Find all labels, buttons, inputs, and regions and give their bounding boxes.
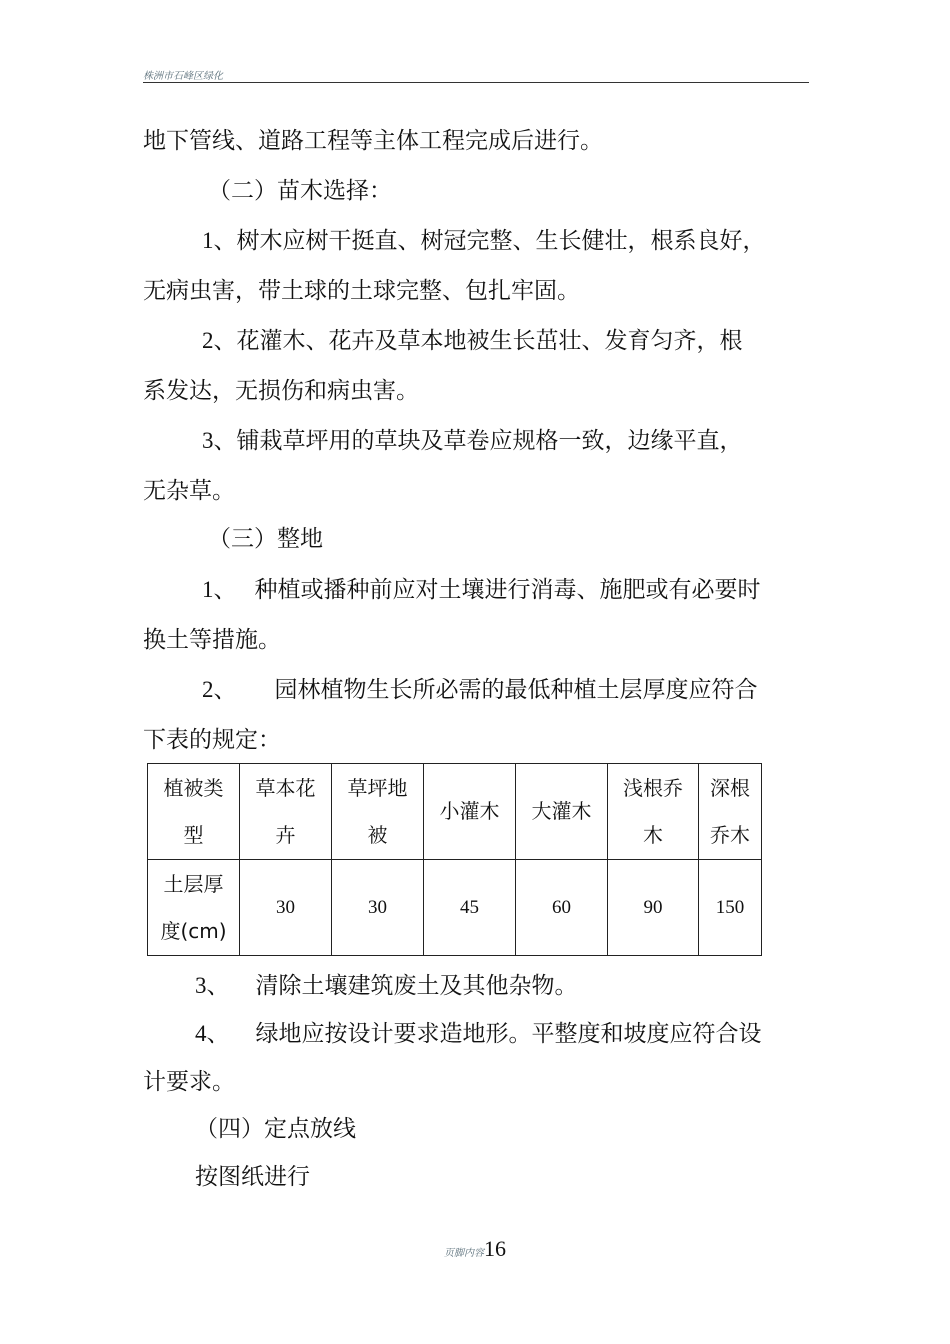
list-number: 1、	[202, 228, 237, 253]
list-item-shrub-quality-cont: 系发达，无损伤和病虫害。	[143, 378, 419, 404]
table-header-cell: 植被类 型	[148, 764, 240, 860]
table-cell: 30	[332, 860, 424, 956]
list-text: 铺栽草坪用的草块及草卷应规格一致，边缘平直，	[236, 428, 743, 454]
table-row-label: 土层厚 度(cm)	[148, 860, 240, 956]
list-number: 1、	[202, 577, 237, 602]
list-item-tree-quality	[202, 226, 766, 256]
table-cell: 150	[699, 860, 762, 956]
table-cell: 45	[424, 860, 516, 956]
header-divider	[143, 82, 809, 83]
table-header-cell: 深根 乔木	[699, 764, 762, 860]
list-item-turf-quality-cont: 无杂草。	[143, 478, 235, 504]
list-text: 花灌木、花卉及草本地被生长茁壮、发育匀齐，根	[236, 328, 743, 354]
section-heading-staking-out: （四）定点放线	[195, 1116, 356, 1142]
list-item-terrain-cont: 计要求。	[143, 1069, 235, 1095]
list-number: 3、	[195, 973, 230, 998]
list-number: 3、	[202, 428, 237, 453]
section-heading-land-preparation: （三）整地	[208, 526, 323, 552]
list-item-turf-quality	[202, 426, 743, 456]
table-header-cell: 草本花 卉	[240, 764, 332, 860]
list-item-tree-quality-cont: 无病虫害，带土球的土球完整、包扎牢固。	[143, 278, 580, 304]
list-text: 树木应树干挺直、树冠完整、生长健壮，根系良好，	[236, 228, 766, 254]
list-item-soil-treatment-cont: 换土等措施。	[143, 627, 281, 653]
paragraph-follow-drawings: 按图纸进行	[195, 1164, 310, 1190]
list-number: 2、	[202, 328, 237, 353]
list-text: 清除土壤建筑废土及其他杂物。	[255, 973, 578, 999]
list-item-terrain	[195, 1019, 762, 1049]
paragraph-main-works: 地下管线、道路工程等主体工程完成后进行。	[143, 128, 603, 154]
soil-depth-table	[147, 763, 762, 956]
table-row	[148, 860, 762, 956]
list-item-shrub-quality	[202, 326, 743, 356]
list-item-clear-waste	[195, 971, 578, 1001]
footer-label: 页脚内容	[444, 1248, 484, 1259]
list-number: 4、	[195, 1021, 230, 1046]
list-text: 绿地应按设计要求造地形。平整度和坡度应符合设	[255, 1021, 762, 1047]
table-header-row	[148, 764, 762, 860]
list-number: 2、	[202, 677, 237, 702]
table-cell: 90	[608, 860, 699, 956]
page-number: 16	[484, 1236, 506, 1261]
table-header-cell: 小灌木	[424, 764, 516, 860]
table-cell: 60	[516, 860, 608, 956]
list-text: 种植或播种前应对土壤进行消毒、施肥或有必要时	[254, 577, 761, 603]
table-cell: 30	[240, 860, 332, 956]
table-header-cell: 浅根乔 木	[608, 764, 699, 860]
list-text: 园林植物生长所必需的最低种植土层厚度应符合	[274, 677, 758, 703]
list-item-soil-treatment	[202, 575, 761, 605]
table-header-cell: 草坪地 被	[332, 764, 424, 860]
page-footer	[0, 1236, 950, 1262]
list-item-soil-depth-cont: 下表的规定：	[143, 727, 281, 753]
header-title: 株洲市石峰区绿化	[143, 71, 223, 82]
list-item-soil-depth	[202, 675, 758, 705]
table-header-cell: 大灌木	[516, 764, 608, 860]
section-heading-seedling-selection: （二）苗木选择：	[208, 178, 392, 204]
